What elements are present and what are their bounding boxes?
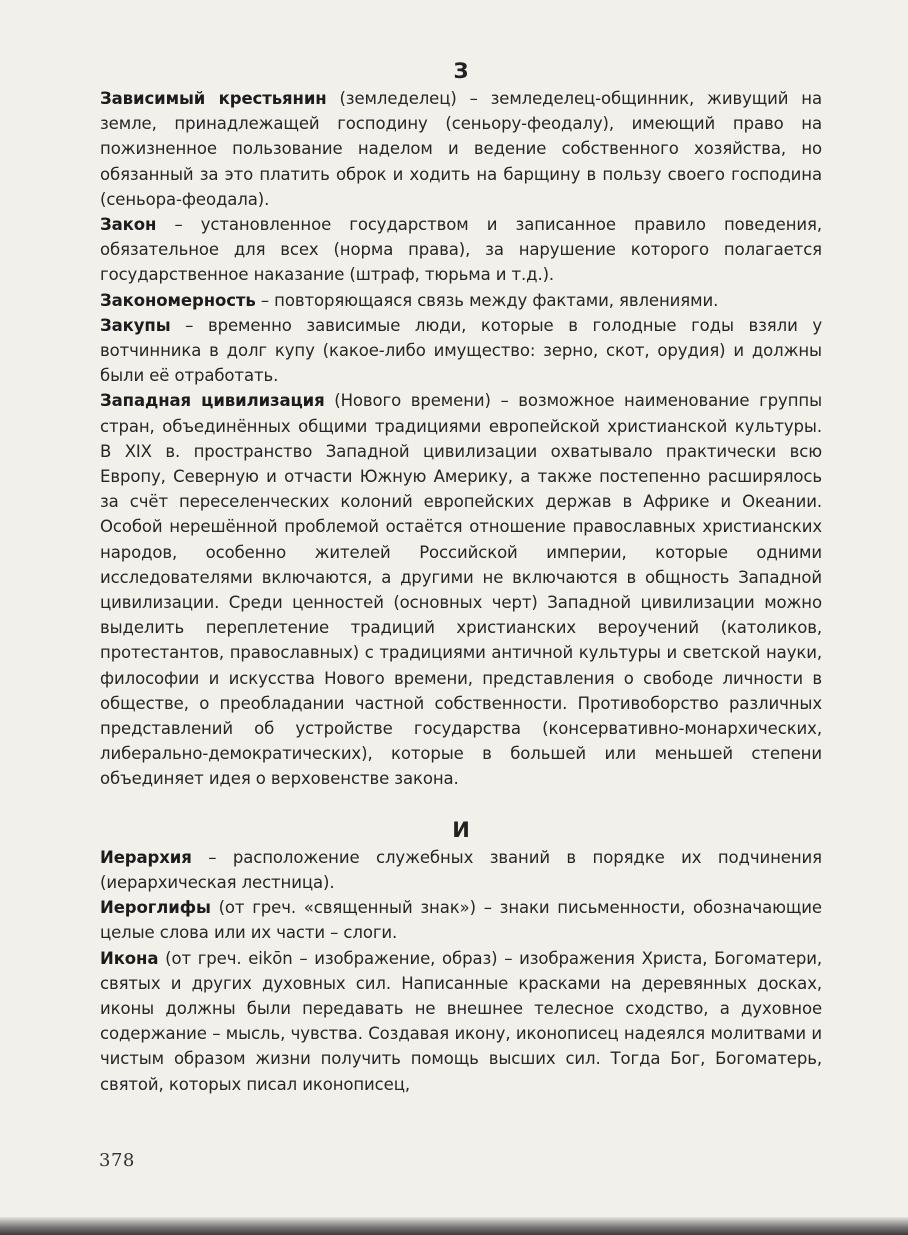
entry-definition: (земледелец) – земледелец-общинник, живущий на земле, принадлежащей господину (сеньору-феодалу), имеющий право на пожизненное пользование наделом и ведение собственного хозяйства, но обязанный за это платить оброк и ходить на барщину в пользу своего господина (сеньора-феодала). [100, 89, 822, 209]
glossary-entry-zapadnaya-tsivilizatsiya [100, 388, 822, 791]
glossary-entry-zakonomernost [100, 288, 822, 313]
glossary-entry-ikona [100, 946, 822, 1097]
entry-definition: – расположение служебных званий в порядке их подчинения (иерархическая лестница). [100, 847, 822, 892]
entry-term: Зависимый крестьянин [100, 89, 327, 108]
entry-definition: – временно зависимые люди, которые в голодные годы взяли у вотчинника в долг купу (какое-либо имущество: зерно, скот, орудия) и должны были её отработать. [100, 315, 822, 386]
entry-term: Западная цивилизация [100, 391, 325, 411]
entry-definition: – установленное государством и записанное правило поведения, обязательное для всех (норма права), за нарушение которого полагается государственное наказание (штраф, тюрьма и т.д.). [100, 215, 822, 285]
section-letter-z: З [453, 59, 469, 83]
entry-term: Закон [100, 215, 157, 235]
glossary-entry-ieroglify [100, 895, 822, 945]
entry-term: Иероглифы [100, 898, 211, 918]
entry-term: Иерархия [100, 847, 192, 867]
entry-definition: – повторяющаяся связь между фактами, явлениями. [255, 290, 719, 310]
entry-definition: (от греч. eikōn – изображение, образ) – изображения Христа, Богоматери, святых и других духовных сил. Написанные красками на деревянных досках, иконы должны были передавать не внешнее телесное сходство, а духовное содержание – мысль, чувства. Создавая икону, иконописец надеялся молитвами и чистым образом жизни получить помощь высших сил. Тогда Бог, Богоматерь, святой, которых писал иконописец, [100, 948, 822, 1094]
entry-term: Закупы [100, 315, 171, 335]
glossary-entry-ierarkhiya [100, 845, 822, 895]
glossary-page [100, 56, 822, 1097]
glossary-entry-zakupy [100, 313, 822, 389]
page-number: 378 [99, 1150, 135, 1171]
entry-definition: (Нового времени) – возможное наименование группы стран, объединённых общими традициями европейской христианской культуры. В XIX в. пространство Западной цивилизации охватывало практически всю Европу, Северную и отчасти Южную Америку, а также постепенно расширялось за счёт переселенческих колоний европейских держав в Африке и Океании. Особой нерешённой проблемой остаётся отношение православных христианских народов, особенно жителей Российской империи, которые одними исследователями включаются, а другими не включаются в общность Западной цивилизации. Среди ценностей (основных черт) Западной цивилизации можно выделить переплетение традиций христианских вероучений (католиков, протестантов, православных) с традициями античной культуры и светской науки, философии и искусства Нового времени, представления о свободе личности в обществе, о преобладании частной собственности. Противоборство различных представлений об устройстве государства (консервативно-монархических, либерально-демократических), которые в большей или меньшей степени объединяет идея о верховенстве закона. [100, 391, 822, 789]
entry-definition: (от греч. «священный знак») – знаки письменности, обозначающие целые слова или их части – слоги. [100, 898, 822, 943]
glossary-entry-zakon [100, 212, 822, 288]
scan-bottom-edge [0, 1217, 908, 1235]
entry-term: Икона [100, 948, 159, 968]
section-letter-i: И [452, 817, 470, 842]
entry-term: Закономерность [100, 290, 256, 310]
glossary-entry-zavisimyy-krestyanin [100, 86, 822, 212]
